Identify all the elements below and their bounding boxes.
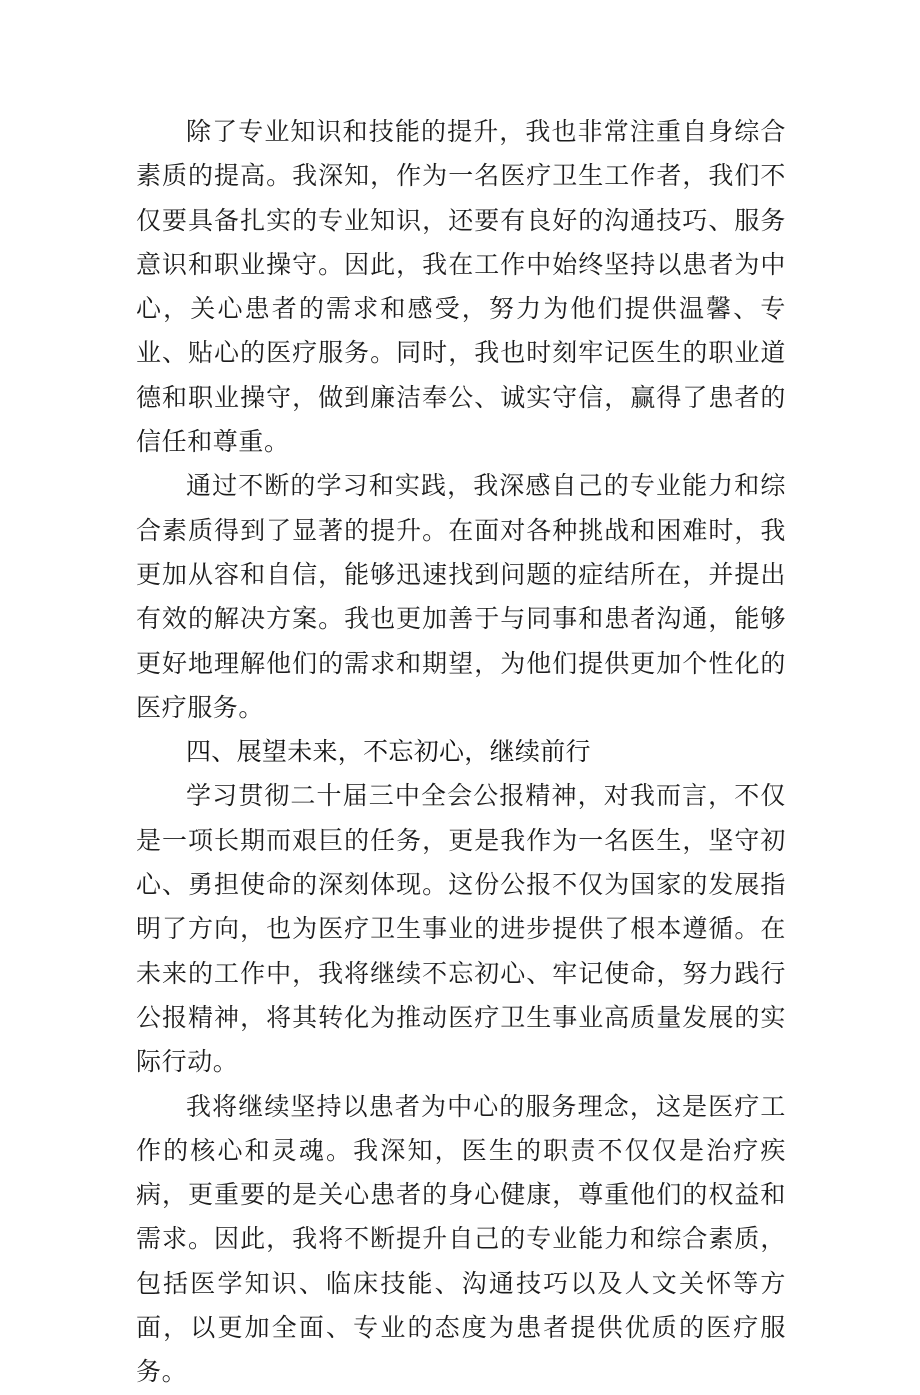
paragraph-comprehensive-quality: 除了专业知识和技能的提升，我也非常注重自身综合素质的提高。我深知，作为一名医疗卫生工作者，我们不仅要具备扎实的专业知识，还要有良好的沟通技巧、服务意识和职业操守。因此，我在工作中始终坚持以患者为中心，关心患者的需求和感受，努力为他们提供温馨、专业、贴心的医疗服务。同时，我也时刻牢记医生的职业道德和职业操守，做到廉洁奉公、诚实守信，赢得了患者的信任和尊重。 xyxy=(136,117,786,457)
document-body xyxy=(136,110,786,1395)
section-heading: 四、展望未来，不忘初心，继续前行 xyxy=(186,737,591,767)
paragraph-ability-improvement: 通过不断的学习和实践，我深感自己的专业能力和综合素质得到了显著的提升。在面对各种挑战和困难时，我更加从容和自信，能够迅速找到问题的症结所在，并提出有效的解决方案。我也更加善于与同事和患者沟通，能够更好地理解他们的需求和期望，为他们提供更加个性化的医疗服务。 xyxy=(136,471,786,722)
paragraph-patient-centered: 我将继续坚持以患者为中心的服务理念，这是医疗工作的核心和灵魂。我深知，医生的职责不仅仅是治疗疾病，更重要的是关心患者的身心健康，尊重他们的权益和需求。因此，我将不断提升自己的专业能力和综合素质，包括医学知识、临床技能、沟通技巧以及人文关怀等方面，以更加全面、专业的态度为患者提供优质的医疗服务。 xyxy=(136,1091,786,1387)
paragraph-plenum-spirit: 学习贯彻二十届三中全会公报精神，对我而言，不仅是一项长期而艰巨的任务，更是我作为一名医生，坚守初心、勇担使命的深刻体现。这份公报不仅为国家的发展指明了方向，也为医疗卫生事业的进步提供了根本遵循。在未来的工作中，我将继续不忘初心、牢记使命，努力践行公报精神，将其转化为推动医疗卫生事业高质量发展的实际行动。 xyxy=(136,781,786,1077)
